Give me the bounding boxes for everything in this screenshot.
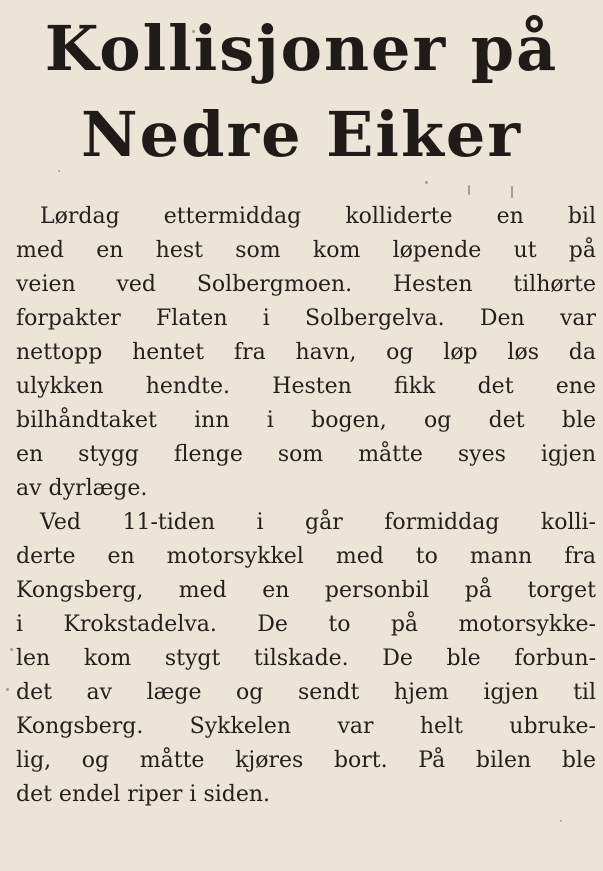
article-paragraph [16,506,596,812]
text-line: lig, og måtte kjøres bort. På bilen ble [16,748,596,773]
text-line: bilhåndtaket inn i bogen, og det ble [16,408,596,433]
text-line: nettopp hentet fra havn, og løp løs da [16,340,596,365]
article-headline [0,6,603,178]
text-line: det av læge og sendt hjem igjen til [16,680,596,705]
text-line: Ved 11-tiden i går formiddag kolli- [40,510,596,535]
print-speck [468,185,470,195]
text-line: av dyrlæge. [16,476,148,501]
headline-line: Nedre Eiker [80,98,523,171]
print-speck [425,181,428,184]
print-speck [10,648,13,651]
print-speck [6,688,9,691]
article-body [16,200,596,812]
print-speck [511,186,513,198]
text-line: det endel riper i siden. [16,782,271,807]
text-line: veien ved Solbergmoen. Hesten tilhørte [16,272,596,297]
text-line: Lørdag ettermiddag kolliderte en bil [40,204,596,229]
text-line: med en hest som kom løpende ut på [16,238,596,263]
text-line: len kom stygt tilskade. De ble forbun- [16,646,596,671]
text-line: i Krokstadelva. De to på motorsykke- [16,612,596,637]
text-line: forpakter Flaten i Solbergelva. Den var [16,306,596,331]
article-paragraph [16,200,596,506]
text-line: ulykken hendte. Hesten fikk det ene [16,374,596,399]
text-line: en stygg flenge som måtte syes igjen [16,442,596,467]
headline-line: Kollisjoner på [44,12,559,85]
text-line: Kongsberg, med en personbil på torget [16,578,596,603]
text-line: derte en motorsykkel med to mann fra [16,544,596,569]
print-speck [560,820,562,822]
text-line: Kongsberg. Sykkelen var helt ubruke- [16,714,596,739]
